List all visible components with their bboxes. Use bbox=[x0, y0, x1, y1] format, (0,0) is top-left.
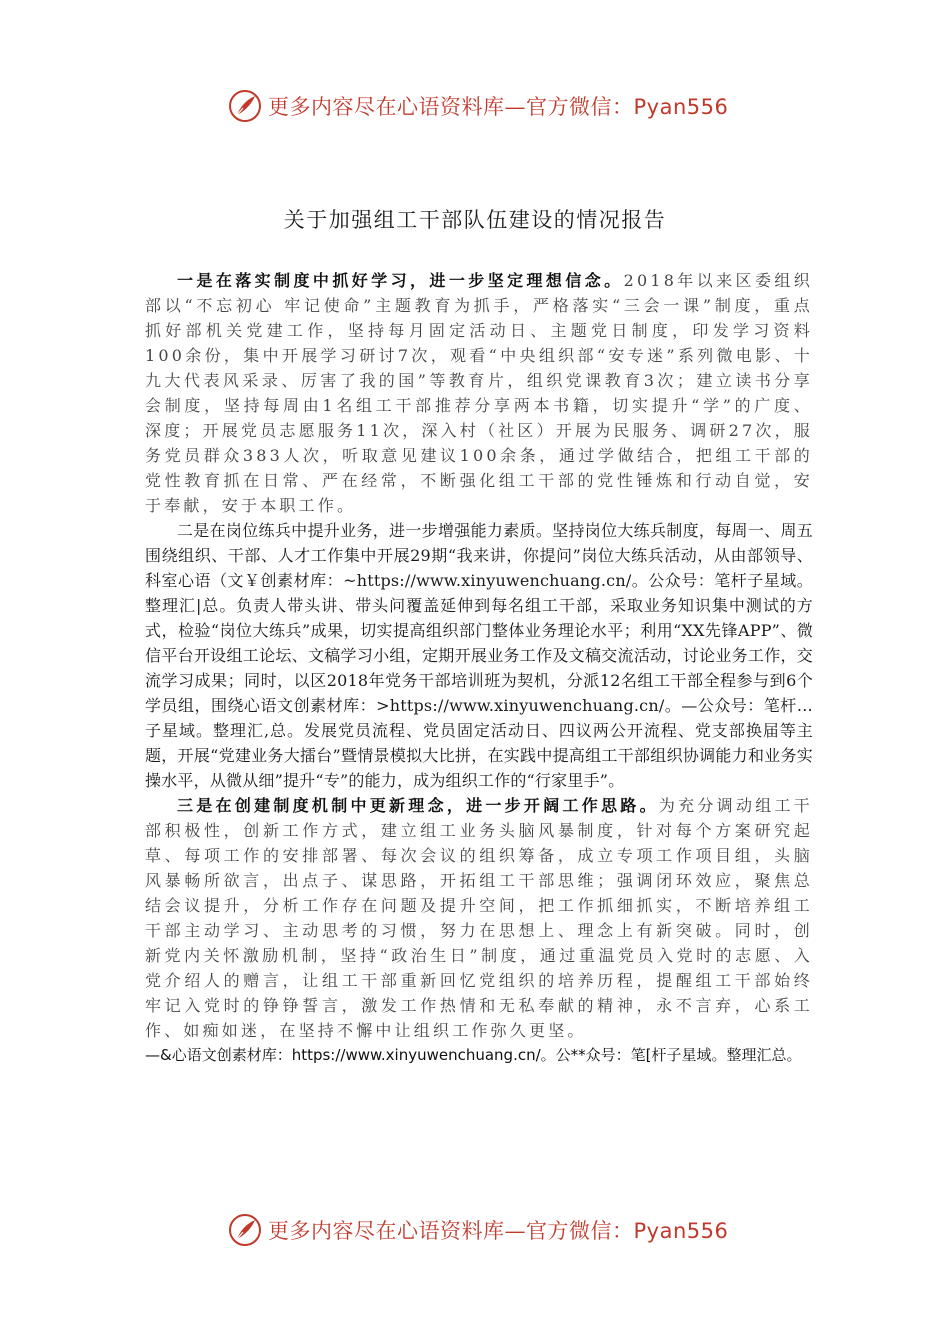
banner-text bbox=[268, 91, 728, 121]
document-title: 关于加强组工干部队伍建设的情况报告 bbox=[283, 208, 667, 232]
paragraph-1 bbox=[145, 268, 813, 518]
paragraph-2-body: 二是在岗位练兵中提升业务，进一步增强能力素质。坚持岗位大练兵制度，每周一、周五围绕组织、干部、人才工作集中开展29期“我来讲，你提问”岗位大练兵活动，从由部领导、科室心语（文￥创素材库：~https://www.xinyuwenchuang.cn/。公众号：笔杆子星域。整理汇|总。负责人带头讲、带头问覆盖延伸到每名组工干部，采取业务知识集中测试的方式，检验“岗位大练兵”成果，切实提高组织部门整体业务理论水平；利用“XX先锋APP”、微信平台开设组工论坛、文稿学习小组，定期开展业务工作及文稿交流活动，讨论业务工作，交流学习成果；同时，以区2018年党务干部培训班为契机，分派12名组工干部全程参与到6个学员组，围绕心语文创素材库：>https://www.xinyuwenchuang.cn/。—公众号：笔杆…子星域。整理汇,总。发展党员流程、党员固定活动日、四议两公开流程、党支部换届等主题，开展“党建业务大擂台”暨情景模拟大比拼，在实践中提高组工干部组织协调能力和业务实操水平，从微从细”提升“专”的能力，成为组织工作的“行家里手”。 bbox=[145, 521, 813, 790]
banner-text bbox=[268, 1215, 728, 1245]
paragraph-3-body: 为充分调动组工干部积极性，创新工作方式，建立组工业务头脑风暴制度，针对每个方案研究起草、每项工作的安排部署、每次会议的组织筹备，成立专项工作项目组，头脑风暴畅所欲言，出点子、谋思路，开拓组工干部思维；强调闭环效应，聚焦总结会议提升，分析工作存在问题及提升空间，把工作抓细抓实，不断培养组工干部主动学习、主动思考的习惯，努力在思想上、理念上有新突破。同时，创新党内关怀激励机制，坚持“政治生日”制度，通过重温党员入党时的志愿、入党介绍人的赠言，让组工干部重新回忆党组织的培养历程，提醒组工干部始终牢记入党时的铮铮誓言，激发工作热情和无私奉献的精神，永不言弃，心系工作、如痴如迷，在坚持不懈中让组织工作弥久更坚。 bbox=[145, 796, 813, 1040]
banner-wechat-id: Pyan556 bbox=[633, 95, 729, 119]
banner-main-text: 更多内容尽在心语资料库—官方微信： bbox=[268, 1219, 634, 1243]
paragraph-2 bbox=[145, 518, 813, 793]
paragraph-1-body: 2018年以来区委组织部以“不忘初心 牢记使命”主题教育为抓手，严格落实“三会一课”制度，重点抓好部机关党建工作，坚持每月固定活动日、主题党日制度，印发学习资料100余份，集中开展学习研讨7次，观看“中央组织部“安专迷”系列微电影、十九大代表风采录、厉害了我的国”等教育片，组织党课教育3次；建立读书分享会制度，坚持每周由1名组工干部推荐分享两本书籍，切实提升“学”的广度、深度；开展党员志愿服务11次，深入村（社区）开展为民服务、调研27次，服务党员群众383人次，听取意见建议100余条，通过学做结合，把组工干部的党性教育抓在日常、严在经常，不断强化组工干部的党性锤炼和行动自觉，安于奉献，安于本职工作。 bbox=[145, 271, 813, 515]
document-body bbox=[145, 268, 813, 1067]
header-watermark-banner bbox=[0, 87, 950, 127]
paragraph-1-lead: 一是在落实制度中抓好学习，进一步坚定理想信念。 bbox=[177, 271, 624, 290]
quill-pen-logo-icon bbox=[228, 89, 262, 123]
source-footnote: —&心语文创素材库：https://www.xinyuwenchuang.cn/。公**众号：笔[杆子星域。整理汇总。 bbox=[145, 1046, 802, 1064]
footer-watermark-banner bbox=[0, 1211, 950, 1251]
banner-wechat-id: Pyan556 bbox=[633, 1219, 729, 1243]
paragraph-3 bbox=[145, 793, 813, 1043]
banner-main-text: 更多内容尽在心语资料库—官方微信： bbox=[268, 95, 634, 119]
paragraph-3-lead: 三是在创建制度机制中更新理念，进一步开阔工作思路。 bbox=[177, 796, 659, 815]
quill-pen-logo-icon bbox=[228, 1213, 262, 1247]
